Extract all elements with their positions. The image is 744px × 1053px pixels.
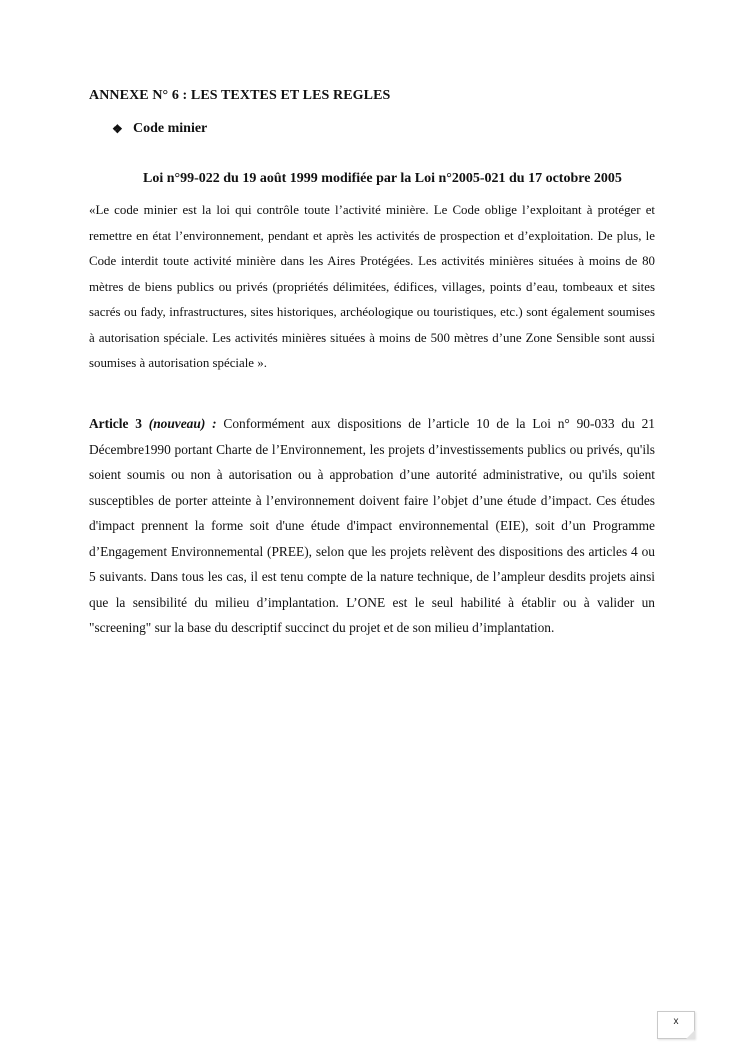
article-3-paragraph (89, 411, 655, 641)
article-text: Conformément aux dispositions de l’article 10 de la Loi n° 90-033 du 21 Décembre1990 portant Charte de l’Environnement, les projets d’investissements publics ou privés, qu'ils soient soumis ou non à autorisation ou à approbation d’une autorité administrative, ou qu'ils soient susceptibles de porter atteinte à l’environnement doivent faire l’objet d’une étude d’impact. Ces études d'impact prennent la forme soit d'une étude d'impact environnemental (EIE), soit d’un Programme d’Engagement Environnemental (PREE), selon que les projets relèvent des dispositions des articles 4 ou 5 suivants. Dans tous les cas, il est tenu compte de la nature technique, de l’ampleur desdits projets ainsi que la sensibilité du milieu d’implantation. L’ONE est le seul habilité à établir ou à valider un "screening" sur la base du descriptif succinct du projet et de son milieu d’implantation. (89, 416, 655, 635)
article-label: Article 3 (89, 416, 142, 431)
page-fold-icon (686, 1030, 695, 1039)
diamond-bullet-icon: ❖ (112, 121, 123, 136)
section-bullet (112, 121, 207, 137)
section-label: Code minier (133, 121, 208, 136)
page-corner-tab[interactable] (657, 1011, 695, 1039)
article-note: (nouveau) : (148, 416, 217, 431)
corner-label: x (673, 1016, 679, 1027)
law-title: Loi n°99-022 du 19 août 1999 modifiée par la Loi n°2005-021 du 17 octobre 2005 (143, 171, 622, 186)
annex-heading: ANNEXE N° 6 : LES TEXTES ET LES REGLES (89, 88, 391, 103)
code-minier-paragraph: «Le code minier est la loi qui contrôle toute l’activité minière. Le Code oblige l’exploitant à protéger et remettre en état l’environnement, pendant et après les activités de prospection et d’exploitation. De plus, le Code interdit toute activité minière dans les Aires Protégées. Les activités minières situées à moins de 80 mètres de biens publics ou privés (propriétés délimitées, édifices, villages, points d’eau, tombeaux et sites sacrés ou fady, infrastructures, sites historiques, archéologique ou touristiques, etc.) sont également soumises à autorisation spéciale. Les activités minières situées à moins de 500 mètres d’une Zone Sensible sont aussi soumises à autorisation spéciale ». (89, 203, 655, 370)
